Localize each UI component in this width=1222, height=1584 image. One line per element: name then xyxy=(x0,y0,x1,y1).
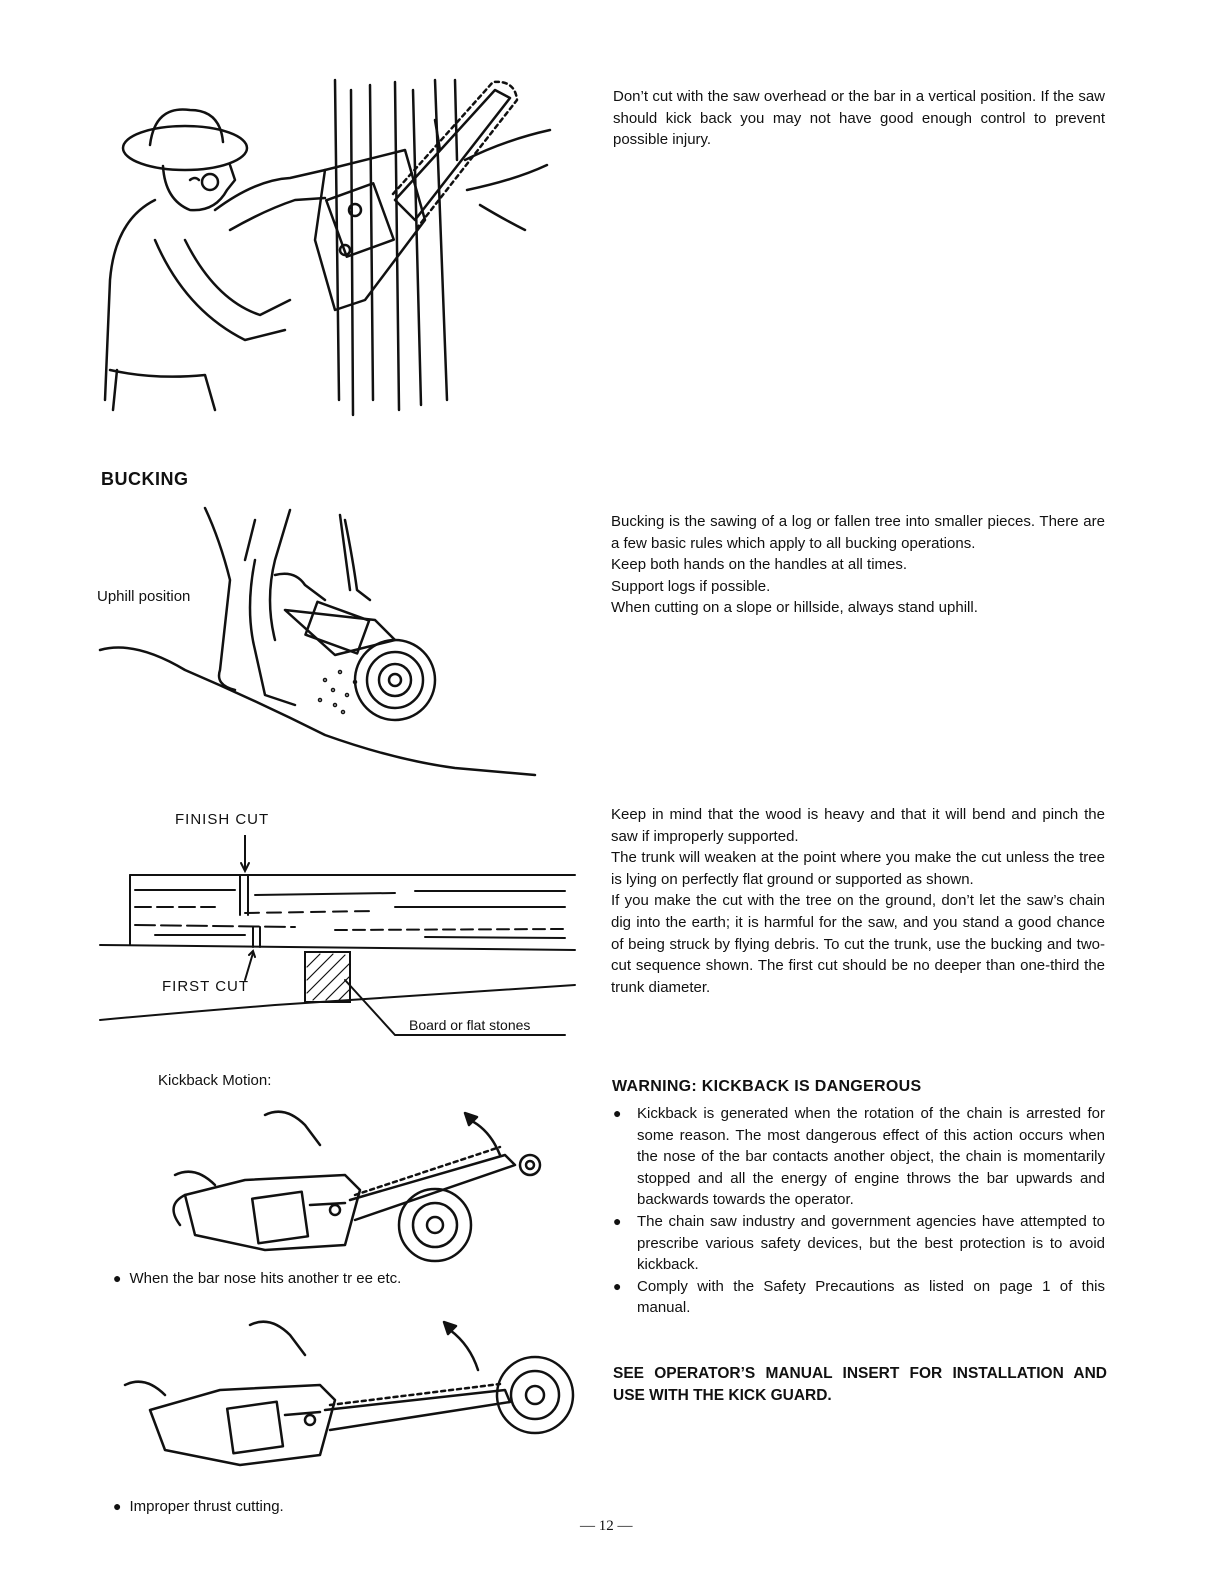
bucking-heading: BUCKING xyxy=(101,469,189,489)
page-number: — 12 — xyxy=(580,1518,633,1534)
overhead-cutting-illustration xyxy=(95,70,565,430)
bullet-dot: ● xyxy=(613,1212,622,1229)
caption-text: Improper thrust cutting. xyxy=(129,1498,284,1515)
log-cut-diagram xyxy=(95,835,580,1045)
kickback-tree-illustration xyxy=(145,1095,545,1265)
board-label: Board or flat stones xyxy=(409,1017,531,1033)
uphill-bucking-illustration xyxy=(95,500,540,785)
bucking-paragraph: Support logs if possible. xyxy=(611,577,771,595)
kickback-caption-tree xyxy=(113,1270,401,1287)
kickback-thrust-illustration xyxy=(110,1300,580,1480)
bullet-dot: ● xyxy=(113,1498,122,1514)
kickback-caption-thrust xyxy=(113,1498,284,1515)
warning-list-block xyxy=(611,1103,1105,1319)
first-cut-label: FIRST CUT xyxy=(162,978,250,995)
warning-list xyxy=(611,1103,1105,1319)
bucking-paragraph: Keep both hands on the handles at all times. xyxy=(611,556,908,574)
bucking-paragraph: Bucking is the sawing of a log or fallen tree into smaller pieces. There are a few basic rules which apply to all bucking operations. xyxy=(611,513,1105,552)
warning-bullet xyxy=(611,1276,1105,1319)
kick-guard-note: SEE OPERATOR’S MANUAL INSERT FOR INSTALLATION AND USE WITH THE KICK GUARD. xyxy=(613,1365,1107,1404)
warning-bullet-text: The chain saw industry and government agencies have attempted to prescribe various safety devices, but the best protection is to avoid kickback. xyxy=(637,1212,1105,1274)
uphill-position-label: Uphill position xyxy=(97,588,191,605)
bullet-dot: ● xyxy=(113,1270,122,1286)
warning-bullet xyxy=(611,1103,1105,1211)
bucking-paragraph: When cutting on a slope or hillside, always stand uphill. xyxy=(611,599,978,617)
overhead-warning-text: Don’t cut with the saw overhead or the bar in a vertical position. If the saw should kick back you may not have good enough control to prevent possible injury. xyxy=(613,88,1105,149)
support-paragraph: If you make the cut with the tree on the ground, don’t let the saw’s chain dig into the earth; it is harmful for the saw, and you stand a good chance of being struck by flying debris. To cut the trunk, use the bucking and two-cut sequence shown. The first cut should be no deeper than one-third the trunk diameter. xyxy=(611,892,1105,996)
warning-heading: WARNING: KICKBACK IS DANGEROUS xyxy=(612,1078,922,1095)
finish-cut-label: FINISH CUT xyxy=(175,811,270,828)
bucking-text xyxy=(611,511,1105,619)
warning-bullet-text: Kickback is generated when the rotation of the chain is arrested for some reason. The most dangerous effect of this action occurs when the nose of the bar contacts another object, the chain is momentarily stopped and all the energy of engine throws the bar upwards and backwards towards the operator. xyxy=(637,1105,1105,1209)
support-paragraph: The trunk will weaken at the point where you make the cut unless the tree is lying on perfectly flat ground or supported as shown. xyxy=(611,849,1105,888)
caption-text: When the bar nose hits another tr ee etc. xyxy=(129,1270,402,1287)
bullet-dot: ● xyxy=(613,1277,622,1294)
warning-bullet xyxy=(611,1211,1105,1276)
support-text xyxy=(611,804,1105,998)
warning-bullet-text: Comply with the Safety Precautions as listed on page 1 of this manual. xyxy=(637,1277,1105,1317)
kickback-motion-label: Kickback Motion: xyxy=(158,1072,272,1089)
bullet-dot: ● xyxy=(613,1105,622,1121)
support-paragraph: Keep in mind that the wood is heavy and that it will bend and pinch the saw if improperly supported. xyxy=(611,806,1105,845)
